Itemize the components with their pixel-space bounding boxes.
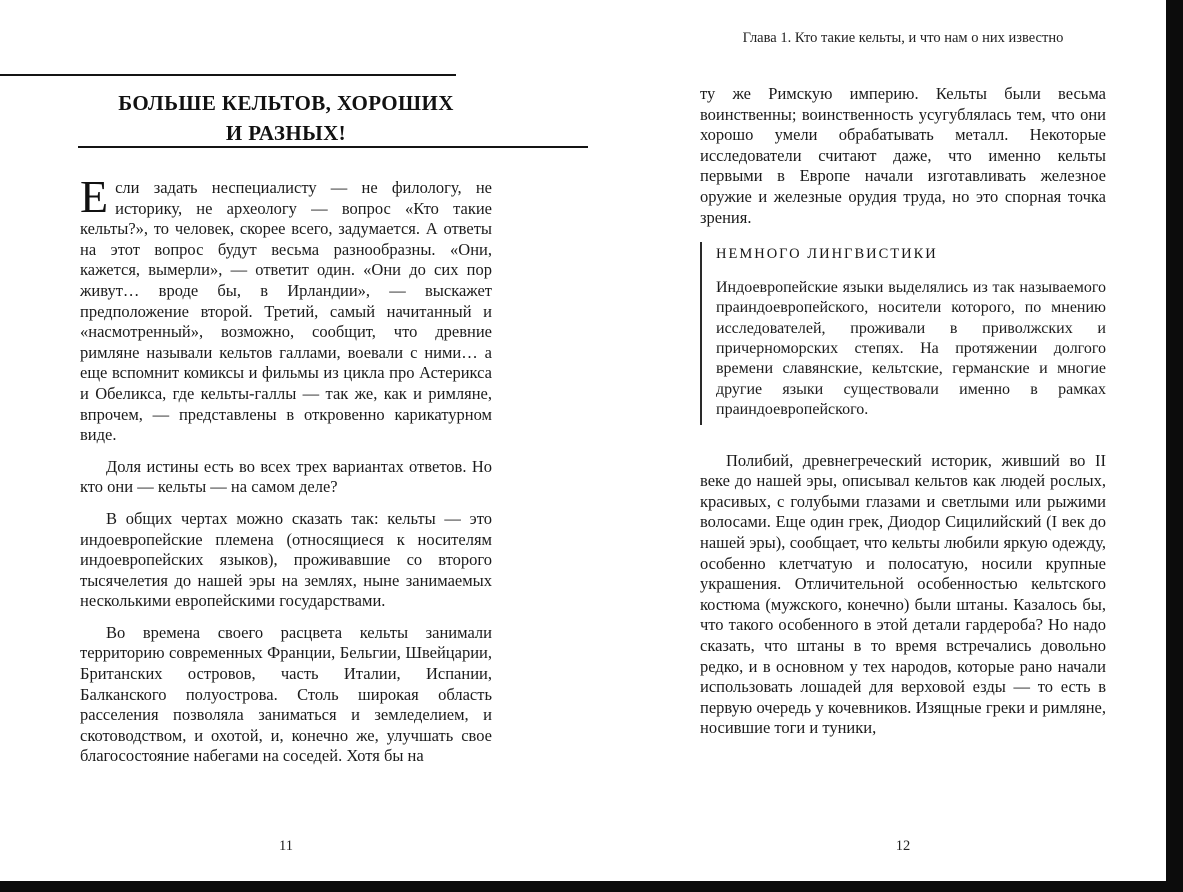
right-paragraph-1: ту же Римскую империю. Кельты были весьма воинственны; воинственность усугублялась тем, что они хорошо умели обрабатывать металл. Некоторые исследователи считают даже, что именно кельты первыми в Европе начали изготавливать железное оружие и железные орудия труда, но это спорная точка зрения.: [700, 84, 1106, 227]
chapter-heading: [80, 88, 492, 149]
right-page-body: [700, 84, 1106, 750]
heading-rule-top: [0, 74, 456, 76]
left-paragraph-1-text: сли задать неспециалисту — не филологу, не историку, не археологу — вопрос «Кто такие кельты?», то человек, скорее всего, задумается. А ответы на этот вопрос будут весьма разнообразны. «Они, кажется, вымерли», — ответит один. «Они до сих пор живут… вроде бы, в Ирландии», — выскажет предположение второй. Третий, самый начитанный и «насмотренный», возможно, сообщит, что древние римляне называли кельтов галлами, воевали с ними… а еще вспомнит комиксы и фильмы из цикла про Астерикса и Обеликса, где кельты-галлы — так же, как и римляне, впрочем, — представлены в откровенно карикатурном виде.: [80, 178, 492, 445]
left-page-number: 11: [279, 838, 293, 854]
chapter-heading-line2: И РАЗНЫХ!: [225, 121, 347, 146]
left-paragraph-1: [80, 171, 492, 446]
scan-edge-right: [1166, 0, 1183, 892]
drop-cap: Е: [80, 171, 109, 222]
right-page-number: 12: [895, 838, 911, 854]
sidebar-title: НЕМНОГО ЛИНГВИСТИКИ: [716, 246, 938, 263]
left-paragraph-4: Во времена своего расцвета кельты занимали территорию современных Франции, Бельгии, Швейцарии, Британских островов, часть Италии, Испании, Балканского полуострова. Столь широкая область расселения позволяла заниматься и земледелием, и скотоводством, и охотой, и, конечно же, улучшать свое благосостояние набегами на соседей. Хотя бы на: [80, 622, 492, 766]
running-head: Глава 1. Кто такие кельты, и что нам о них известно: [742, 30, 1064, 46]
sidebar-text: Индоевропейские языки выделялись из так называемого праиндоевропейского, носители которого, по мнению исследователей, проживали в приволжских и причерноморских степях. На протяжении долгого времени славянские, кельтские, германские и многие другие языки существовали именно в рамках праиндоевропейского.: [716, 278, 1106, 419]
right-paragraph-2: Полибий, древнегреческий историк, живший во II веке до нашей эры, описывал кельтов как людей рослых, красивых, с голубыми глазами и светлыми или рыжими волосами. Еще один грек, Диодор Сицилийский (I век до нашей эры), сообщает, что кельты любили яркую одежду, особенно клетчатую и полосатую, носили крупные украшения. Отличительной особенностью кельтского костюма (мужского, конечно) были штаны. Казалось бы, что такого особенного в этой детали гардероба? Но надо сказать, что штаны в то время встречались довольно редко, и в основном у тех народов, которые рано начали использовать лошадей для верховой езды — то есть в первую очередь у кочевников. Изящные греки и римляне, носившие тоги и туники,: [700, 450, 1106, 738]
scan-edge-bottom: [0, 881, 1183, 892]
left-paragraph-2: Доля истины есть во всех трех вариантах ответов. Но кто они — кельты — на самом деле?: [80, 456, 492, 497]
linguistics-sidebar: [700, 242, 1106, 424]
left-page-body: [80, 171, 492, 778]
chapter-heading-line1: БОЛЬШЕ КЕЛЬТОВ, ХОРОШИХ: [118, 91, 454, 115]
left-paragraph-3: В общих чертах можно сказать так: кельты — это индоевропейские племена (относящиеся к носителям индоевропейских языков), проживавшие со второго тысячелетия до нашей эры на землях, ныне занимаемых несколькими европейскими государствами.: [80, 508, 492, 611]
